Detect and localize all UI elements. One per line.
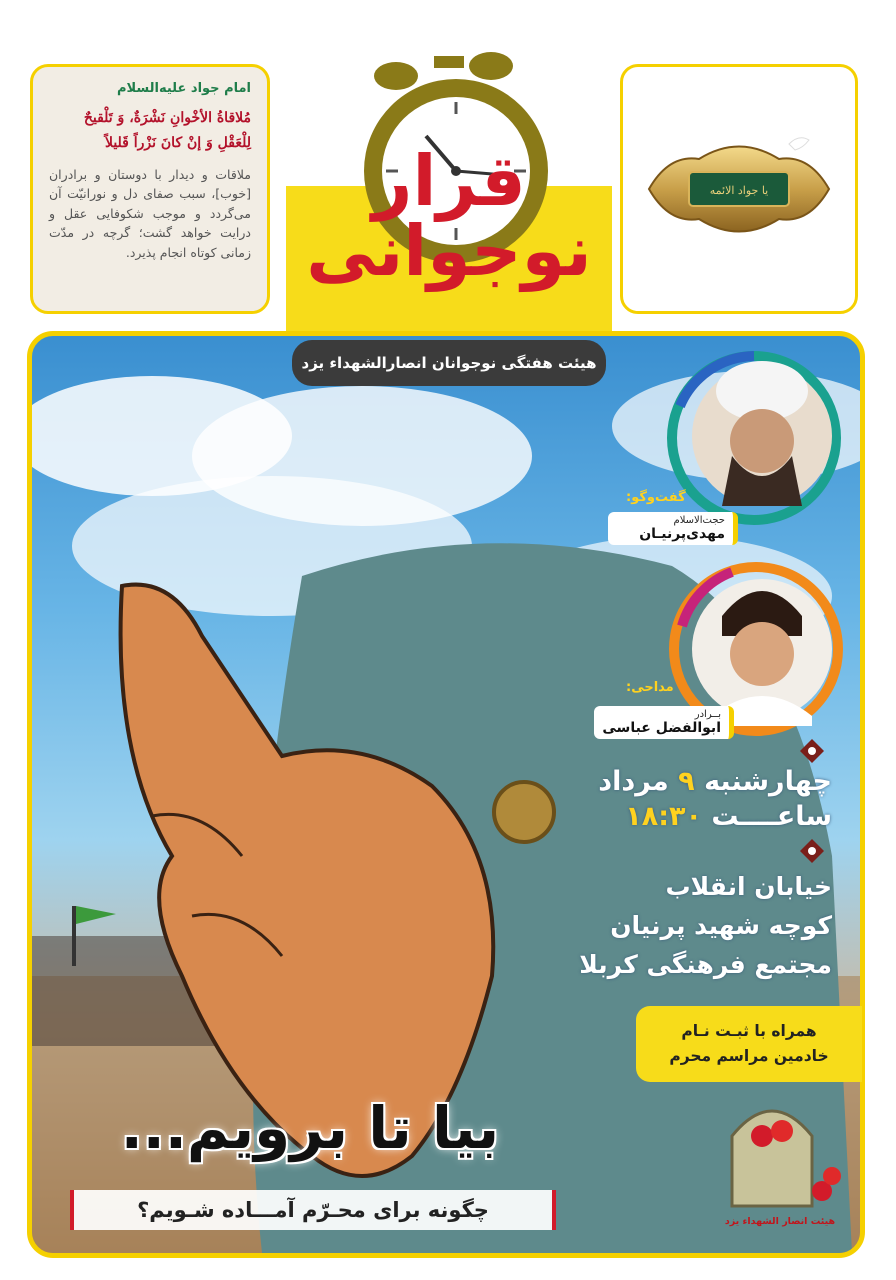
event-time (598, 799, 832, 834)
logo-title-text: قرار نوجوانی (306, 140, 592, 292)
event-address (579, 868, 832, 984)
registration-line-1: همراه با ثبـت نـام (681, 1022, 817, 1041)
event-day-number: ۹ (678, 766, 695, 797)
registration-note (636, 1006, 862, 1082)
hadith-arabic-text: مُلاقاةُ الأخْوانِ نَشْرَةٌ، وَ تَلْقیحٌ لِلْعَقْلِ وَ إنْ کانَ نَزْراً قَلیلاً (83, 110, 251, 151)
event-day-name: چهارشنبه (704, 766, 832, 797)
speaker-1-name: مهدی‌پرنیـان (639, 526, 725, 542)
event-time-label: ساعــــت (711, 801, 832, 833)
speaker-1-name-tag (608, 512, 738, 545)
registration-line-2: خادمین مراسم محرم (669, 1047, 829, 1065)
logo-subtitle: هیئت هفتگی نوجوانان انصارالشهداء یزد (292, 340, 606, 386)
event-date (598, 764, 832, 799)
event-datetime (598, 764, 832, 834)
organization-label: هیئت انصار الشهداء یزد (724, 1216, 836, 1227)
shrine-image-box (620, 64, 858, 314)
event-time-value: ۱۸:۳۰ (625, 801, 702, 833)
hadith-box (30, 64, 270, 314)
speaker-2-role: مداحی: (626, 680, 674, 695)
logo-title (286, 140, 612, 292)
hadith-title: امام جواد علیه‌السلام (117, 81, 251, 96)
headline: بیا تا برویم... (120, 1094, 500, 1162)
speaker-2-title: بــرادر (694, 709, 721, 720)
speaker-2-name-tag (594, 706, 734, 739)
speaker-1-role: گفت‌وگو: (626, 490, 686, 505)
shrine-inscription-image (639, 114, 839, 264)
address-line-2: کوچه شهید پرنیان (610, 910, 832, 940)
event-month: مرداد (598, 766, 669, 797)
shrine-sign-text: یا جواد الائمه (709, 184, 769, 197)
speaker-1-title: حجت‌الاسلام (673, 515, 725, 526)
address-line-3: مجتمع فرهنگی کربلا (579, 949, 832, 979)
speaker-2-name: ابوالفضل عباسی (602, 720, 721, 736)
hadith-persian-text: ملاقات و دیدار با دوستان و برادران [خوب]، سبب صفای دل و نورانیّت آن می‌گردد و موجب شکوفایی عقل و درایت خواهد گشت؛ گرچه در مدّت زمانی کوتاه انجام پذیرد. (49, 167, 251, 260)
address-line-1: خیابان انقلاب (665, 872, 832, 901)
subheadline: چگونه برای محـرّم آمـــاده شـویم؟ (70, 1190, 556, 1230)
